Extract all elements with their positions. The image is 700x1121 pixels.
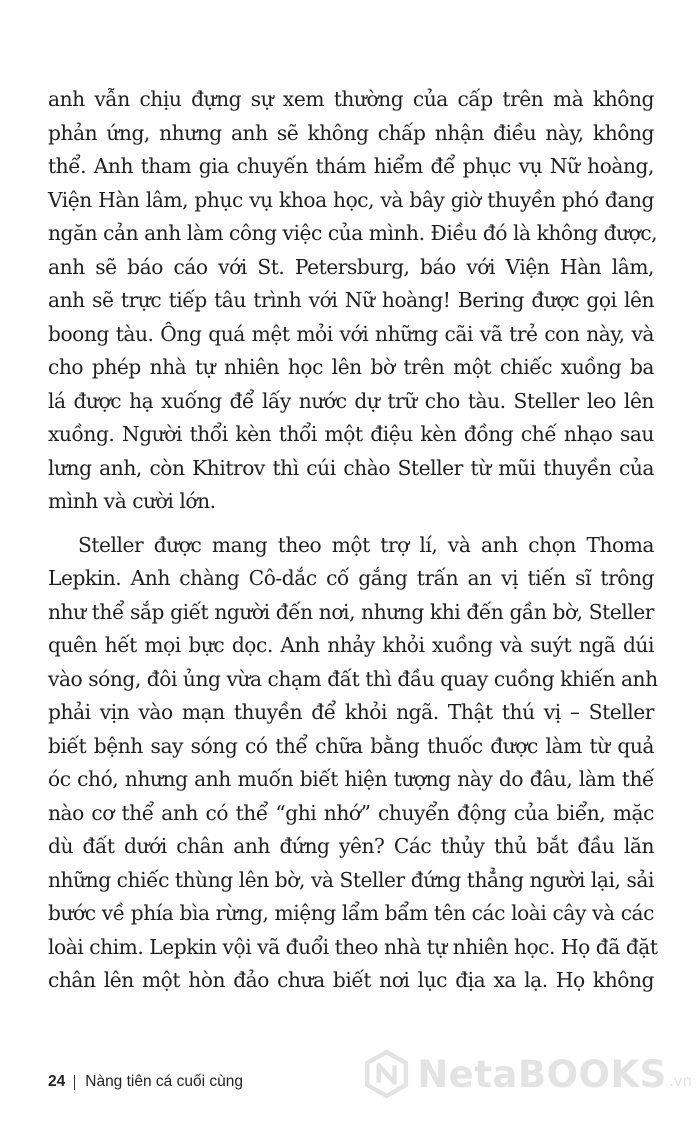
watermark bbox=[362, 1044, 692, 1104]
text-line: phản ứng, nhưng anh sẽ không chấp nhận điều này, không bbox=[48, 120, 654, 145]
text-line: lưng anh, còn Khitrov thì cúi chào Steller từ mũi thuyền của bbox=[48, 455, 654, 480]
text-line: Steller được mang theo một trợ lí, và anh chọn Thoma bbox=[78, 532, 654, 557]
text-line: Viện Hàn lâm, phục vụ khoa học, và bây giờ thuyền phó đang bbox=[48, 187, 654, 212]
text-line: nào cơ thể anh có thể “ghi nhớ” chuyển động của biển, mặc bbox=[48, 800, 654, 825]
text-line: Lepkin. Anh chàng Cô-dắc cố gắng trấn an vị tiến sĩ trông bbox=[48, 566, 654, 590]
text-line: ngăn cản anh làm công việc của mình. Điều đó là không được, bbox=[48, 221, 658, 245]
paragraph-gap bbox=[48, 519, 654, 529]
text-line: thể. Anh tham gia chuyến thám hiểm để phục vụ Nữ hoàng, bbox=[48, 154, 654, 178]
footer-divider bbox=[74, 1075, 75, 1090]
text-line: chân lên một hòn đảo chưa biết nơi lục địa xa lạ. Họ không bbox=[48, 968, 654, 992]
running-title: Nàng tiên cá cuối cùng bbox=[85, 1073, 243, 1090]
text-line: vào sóng, đôi ủng vừa chạm đất thì đầu quay cuồng khiến anh bbox=[48, 666, 658, 691]
text-line: như thể sắp giết người đến nơi, nhưng khi đến gần bờ, Steller bbox=[48, 599, 654, 624]
text-line: anh sẽ báo cáo với St. Petersburg, báo với Viện Hàn lâm, bbox=[48, 254, 654, 279]
text-line: óc chó, nhưng anh muốn biết hiện tượng này do đâu, làm thế bbox=[48, 767, 654, 791]
text-line: dù đất dưới chân anh đứng yên? Các thủy thủ bắt đầu lăn bbox=[48, 834, 654, 858]
text-line: những chiếc thùng lên bờ, và Steller đứng thẳng người lại, sải bbox=[48, 867, 654, 892]
text-line: lá được hạ xuống để lấy nước dự trữ cho tàu. Steller leo lên bbox=[48, 388, 654, 413]
page-footer bbox=[48, 1071, 243, 1093]
watermark-text: NetaBOOKS bbox=[417, 1052, 667, 1096]
text-line: anh vẫn chịu đựng sự xem thường của cấp trên mà không bbox=[48, 87, 654, 111]
body-text bbox=[48, 83, 658, 998]
netabooks-logo-icon bbox=[362, 1046, 411, 1102]
text-line: biết bệnh say sóng có thể chữa bằng thuốc được làm từ quả bbox=[48, 733, 654, 758]
text-line: boong tàu. Ông quá mệt mỏi với những cãi vã trẻ con này, và bbox=[48, 321, 654, 346]
text-line: loài chim. Lepkin vội vã đuổi theo nhà tự nhiên học. Họ đã đặt bbox=[48, 934, 658, 959]
text-line: phải vịn vào mạn thuyền để khỏi ngã. Thật thú vị – Steller bbox=[48, 700, 654, 724]
text-line: xuồng. Người thổi kèn thổi một điệu kèn đồng chế nhạo sau bbox=[48, 422, 654, 446]
text-line: bước về phía bìa rừng, miệng lẩm bẩm tên các loài cây và các bbox=[48, 901, 654, 925]
text-line: quên hết mọi bực dọc. Anh nhảy khỏi xuồng và suýt ngã dúi bbox=[48, 633, 654, 657]
text-line: cho phép nhà tự nhiên học lên bờ trên một chiếc xuồng ba bbox=[48, 355, 654, 379]
text-line: mình và cười lớn. bbox=[48, 489, 216, 513]
text-line: anh sẽ trực tiếp tâu trình với Nữ hoàng! Bering được gọi lên bbox=[48, 288, 654, 312]
watermark-suffix: .vn bbox=[668, 1072, 692, 1090]
page-number: 24 bbox=[48, 1073, 66, 1090]
